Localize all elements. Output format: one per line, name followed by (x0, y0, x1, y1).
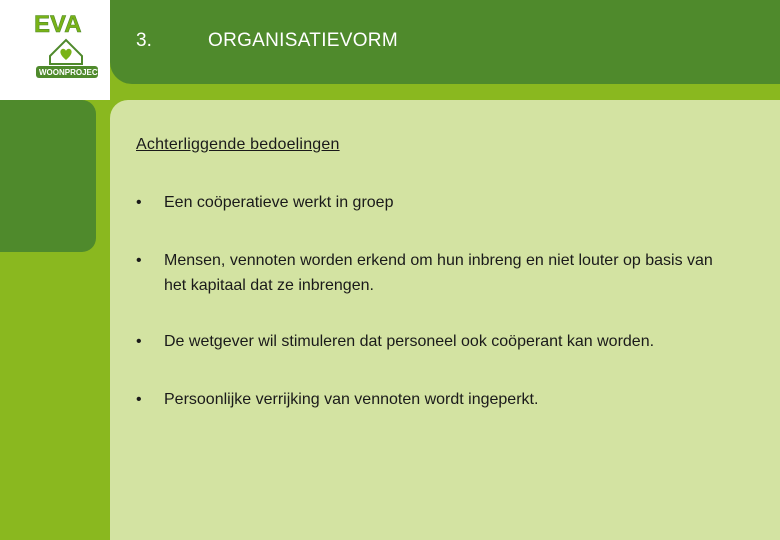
title-bar (110, 0, 780, 84)
bullet-dot: • (136, 333, 142, 350)
eva-woonproject-logo-icon (28, 6, 108, 84)
content-panel (110, 100, 780, 540)
bullet-dot: • (136, 391, 142, 408)
svg-text:EVA: EVA (34, 11, 82, 38)
bullet-item (136, 190, 736, 215)
bullet-text: Een coöperatieve werkt in groep (164, 194, 394, 211)
bullet-dot: • (136, 252, 142, 269)
left-decor-panel (0, 100, 96, 252)
subheading: Achterliggende bedoelingen (136, 136, 340, 153)
bullet-item (136, 248, 736, 298)
page-title: ORGANISATIEVORM (208, 30, 398, 51)
bullet-dot: • (136, 194, 142, 211)
section-number: 3. (136, 30, 152, 51)
bullet-item (136, 329, 736, 354)
logo (12, 2, 103, 86)
svg-text:WOONPROJECT: WOONPROJECT (39, 68, 103, 77)
bullet-item (136, 387, 736, 412)
bullet-text: Persoonlijke verrijking van vennoten wordt ingeperkt. (164, 391, 539, 408)
bullet-text: Mensen, vennoten worden erkend om hun inbreng en niet louter op basis van het kapitaal dat ze inbrengen. (164, 252, 713, 294)
bullet-text: De wetgever wil stimuleren dat personeel ook coöperant kan worden. (164, 333, 655, 350)
